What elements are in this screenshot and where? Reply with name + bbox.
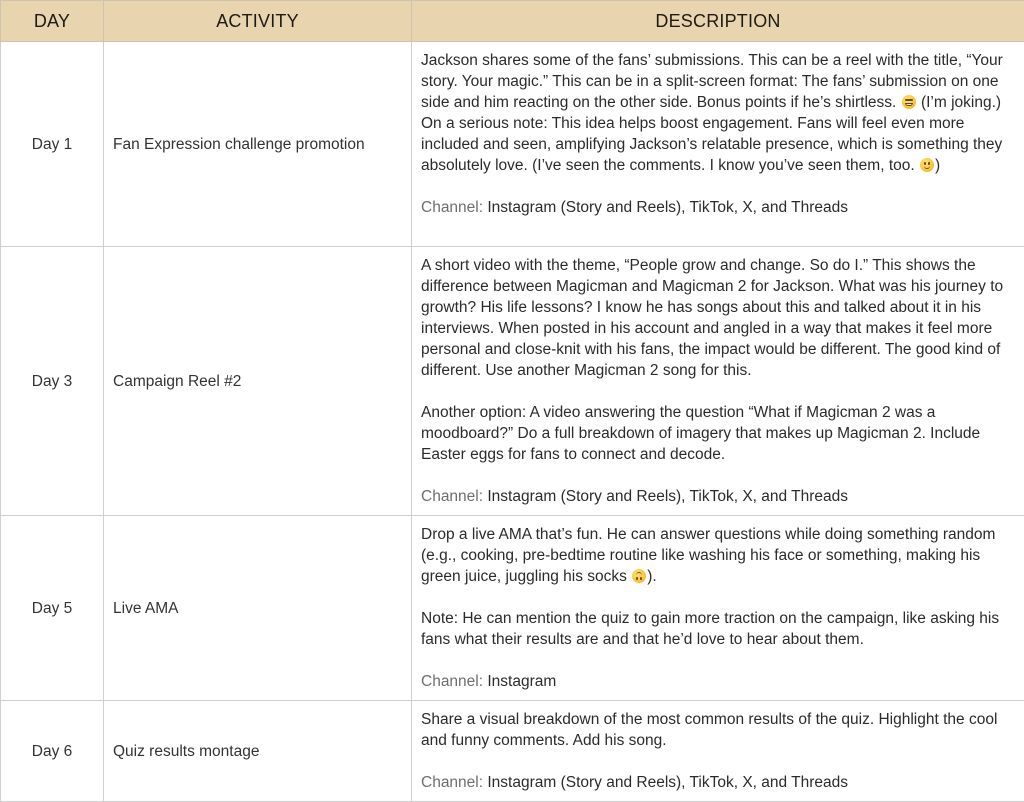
grinning-squinting-face-icon	[902, 95, 916, 109]
activity-cell: Campaign Reel #2	[104, 247, 412, 516]
day-cell: Day 3	[1, 247, 104, 516]
channel-line	[421, 671, 1016, 692]
channel-label: Channel:	[421, 488, 483, 505]
channel-label: Channel:	[421, 673, 483, 690]
channel-value: Instagram (Story and Reels), TikTok, X, and Threads	[487, 199, 848, 216]
activity-cell: Quiz results montage	[104, 701, 412, 802]
slightly-smiling-face-icon	[920, 158, 934, 172]
upside-down-face-icon	[632, 569, 646, 583]
channel-line	[421, 197, 1016, 218]
channel-value: Instagram	[487, 673, 556, 690]
activity-cell: Live AMA	[104, 516, 412, 701]
description-text: )	[935, 157, 940, 174]
table-row	[1, 247, 1024, 516]
description-text: Jackson shares some of the fans’ submissions. This can be a reel with the title, “Your story. Your magic.” This can be in a split-screen format: The fans’ submission on one side and him reacting on the other side. Bonus points if he’s shirtless.	[421, 52, 1003, 111]
table-row	[1, 701, 1024, 802]
description-cell	[412, 516, 1024, 701]
header-day: DAY	[1, 1, 104, 42]
description-paragraph: Share a visual breakdown of the most common results of the quiz. Highlight the cool and funny comments. Add his song.	[421, 709, 1016, 751]
header-description: DESCRIPTION	[412, 1, 1024, 42]
day-cell: Day 5	[1, 516, 104, 701]
channel-value: Instagram (Story and Reels), TikTok, X, and Threads	[487, 774, 848, 791]
description-cell	[412, 701, 1024, 802]
activity-cell: Fan Expression challenge promotion	[104, 42, 412, 247]
channel-label: Channel:	[421, 199, 483, 216]
description-cell	[412, 42, 1024, 247]
description-text: Drop a live AMA that’s fun. He can answer questions while doing something random (e.g., cooking, pre-bedtime routine like washing his face or something, making his green juice, juggling his socks	[421, 526, 995, 585]
table-row	[1, 516, 1024, 701]
channel-label: Channel:	[421, 774, 483, 791]
day-cell: Day 1	[1, 42, 104, 247]
channel-value: Instagram (Story and Reels), TikTok, X, and Threads	[487, 488, 848, 505]
header-activity: ACTIVITY	[104, 1, 412, 42]
day-cell: Day 6	[1, 701, 104, 802]
description-text: ).	[647, 568, 656, 585]
channel-line	[421, 486, 1016, 507]
header-row	[1, 1, 1024, 42]
channel-line	[421, 772, 1016, 793]
description-text: (I’m joking.) On a serious note: This idea helps boost engagement. Fans will feel even more included and seen, amplifying Jackson’s relatable presence, which is something they absolutely love. (I’ve seen the comments. I know you’ve seen them, too.	[421, 94, 1002, 174]
description-paragraph: Another option: A video answering the question “What if Magicman 2 was a moodboard?” Do a full breakdown of imagery that makes up Magicman 2. Include Easter eggs for fans to connect and decode.	[421, 402, 1016, 465]
description-paragraph: Note: He can mention the quiz to gain more traction on the campaign, like asking his fans what their results are and that he’d love to hear about them.	[421, 608, 1016, 650]
table-row	[1, 42, 1024, 247]
description-paragraph	[421, 50, 1016, 176]
description-cell	[412, 247, 1024, 516]
description-paragraph: A short video with the theme, “People grow and change. So do I.” This shows the difference between Magicman and Magicman 2 for Jackson. What was his journey to growth? His life lessons? I know he has songs about this and talked about it in his interviews. When posted in his account and angled in a way that makes it feel more personal and close-knit with his fans, the impact would be different. The good kind of different. Use another Magicman 2 song for this.	[421, 255, 1016, 381]
description-paragraph	[421, 524, 1016, 587]
